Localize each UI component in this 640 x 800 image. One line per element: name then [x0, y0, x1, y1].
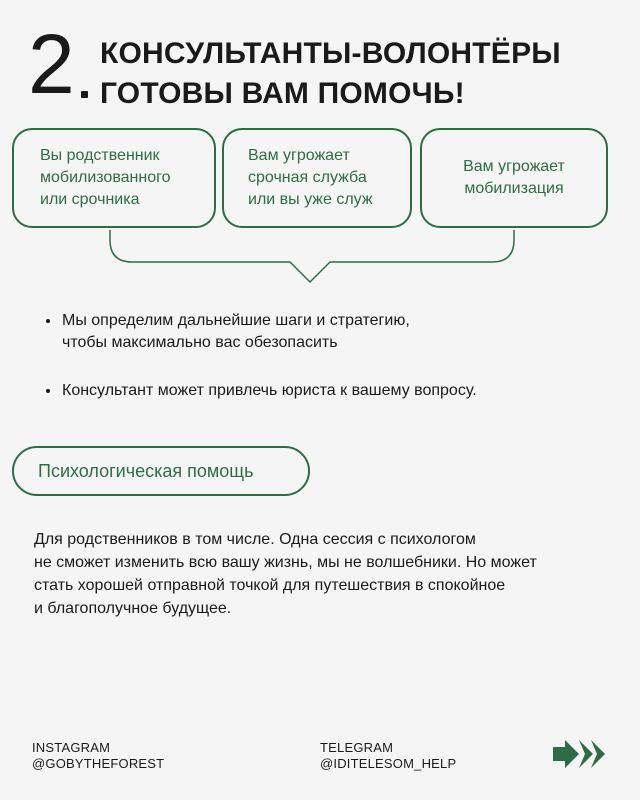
- card-conscription-text: Вам угрожает срочная служба или вы уже служ: [248, 147, 373, 208]
- bullet-item-strategy: Мы определим дальнейшие шаги и стратегию, чтобы максимально вас обезопасить: [40, 310, 600, 354]
- psychological-help-description: Для родственников в том числе. Одна сессия с психологом не сможет изменить всю вашу жизнь, мы не волшебники. Но может стать хорошей отправной точкой для путешествия в спокойное и благополучное будущее.: [34, 531, 537, 617]
- telegram-label: TELEGRAM: [320, 740, 394, 755]
- psychological-help-label-text: Психологическая помощь: [38, 460, 254, 481]
- instagram-label: INSTAGRAM: [32, 740, 111, 755]
- telegram-handle[interactable]: @IDITELESOM_HELP: [320, 756, 457, 771]
- card-relative-text: Вы родственник мобилизованного или срочника: [40, 147, 171, 208]
- double-arrow-right-icon[interactable]: [551, 738, 607, 770]
- psychological-help-label: [12, 446, 310, 496]
- page-title-line-2: ГОТОВЫ ВАМ ПОМОЧЬ!: [100, 77, 465, 110]
- cards-connector-bracket: [0, 0, 640, 300]
- instagram-contact: [32, 740, 164, 772]
- bullet-item-lawyer: Консультант может привлечь юриста к вашему вопросу.: [40, 380, 600, 402]
- section-number: 2: [28, 17, 73, 111]
- telegram-contact: [320, 740, 456, 772]
- bullet-list: [40, 310, 600, 402]
- instagram-handle[interactable]: @GOBYTHEFOREST: [32, 756, 165, 771]
- card-mobilization-text: Вам угрожает мобилизация: [463, 158, 565, 197]
- page-title-line-1: КОНСУЛЬТАНТЫ-ВОЛОНТЁРЫ: [100, 37, 561, 70]
